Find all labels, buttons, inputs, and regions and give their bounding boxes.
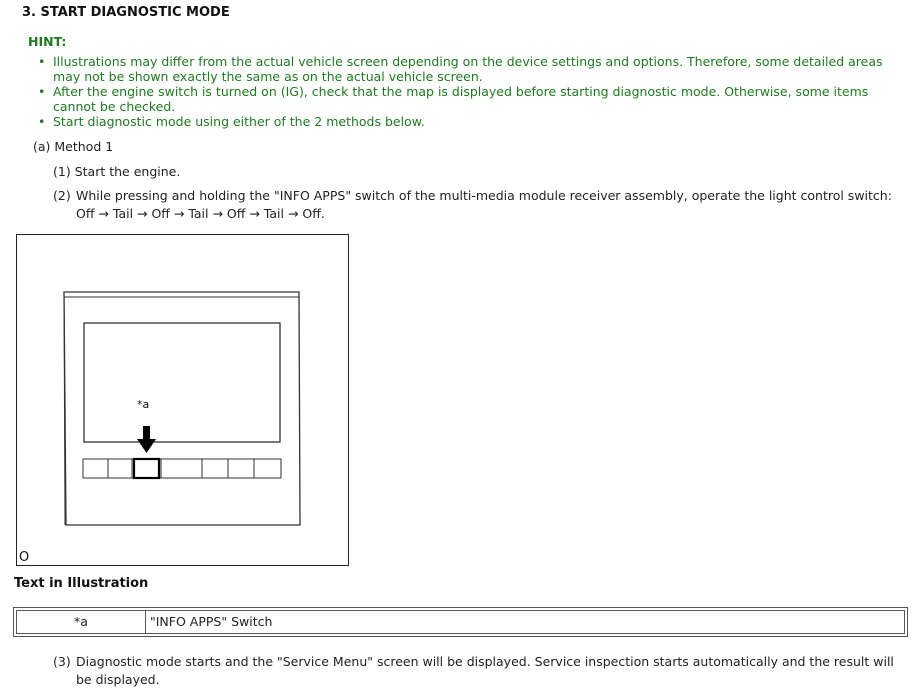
section-title: 3. START DIAGNOSTIC MODE <box>22 5 230 20</box>
hint-item: • After the engine switch is turned on (IG), check that the map is displayed before starting diagnostic mode. Otherwise, some items cannot be checked. <box>38 84 910 114</box>
step-text: Diagnostic mode starts and the "Service Menu" screen will be displayed. Service inspection starts automatically and the result will be displayed. <box>76 654 894 687</box>
legend-row <box>16 610 905 634</box>
step-text: While pressing and holding the "INFO APPS" switch of the multi-media module receiver assembly, operate the light control switch: Off → Tail → Off → Tail → Off → Tail → Off. <box>76 188 892 221</box>
step-3 <box>53 653 913 689</box>
step-text: Start the engine. <box>74 164 181 179</box>
hint-item: • Illustrations may differ from the actual vehicle screen depending on the device settings and options. Therefore, some detailed areas may not be shown exactly the same as on the actual vehicle screen. <box>38 54 910 84</box>
figure-corner-label: O <box>19 550 30 565</box>
step-1 <box>53 163 180 181</box>
method-heading: (a) Method 1 <box>33 139 114 154</box>
illustration-caption: Text in Illustration <box>14 576 149 591</box>
hint-list <box>38 54 910 129</box>
callout-label: *a <box>137 398 150 411</box>
legend-table <box>13 607 908 637</box>
step-2 <box>53 187 913 223</box>
illustration-figure <box>16 234 349 566</box>
step-number: (1) <box>53 164 71 179</box>
legend-value: "INFO APPS" Switch <box>150 614 273 629</box>
legend-key: *a <box>17 611 146 633</box>
hint-item: • Start diagnostic mode using either of the 2 methods below. <box>38 114 910 129</box>
hint-label: HINT: <box>28 34 67 49</box>
info-apps-switch <box>134 459 159 478</box>
step-number: (3) <box>53 654 71 669</box>
step-number: (2) <box>53 188 71 203</box>
multimedia-receiver-illustration <box>17 235 348 565</box>
